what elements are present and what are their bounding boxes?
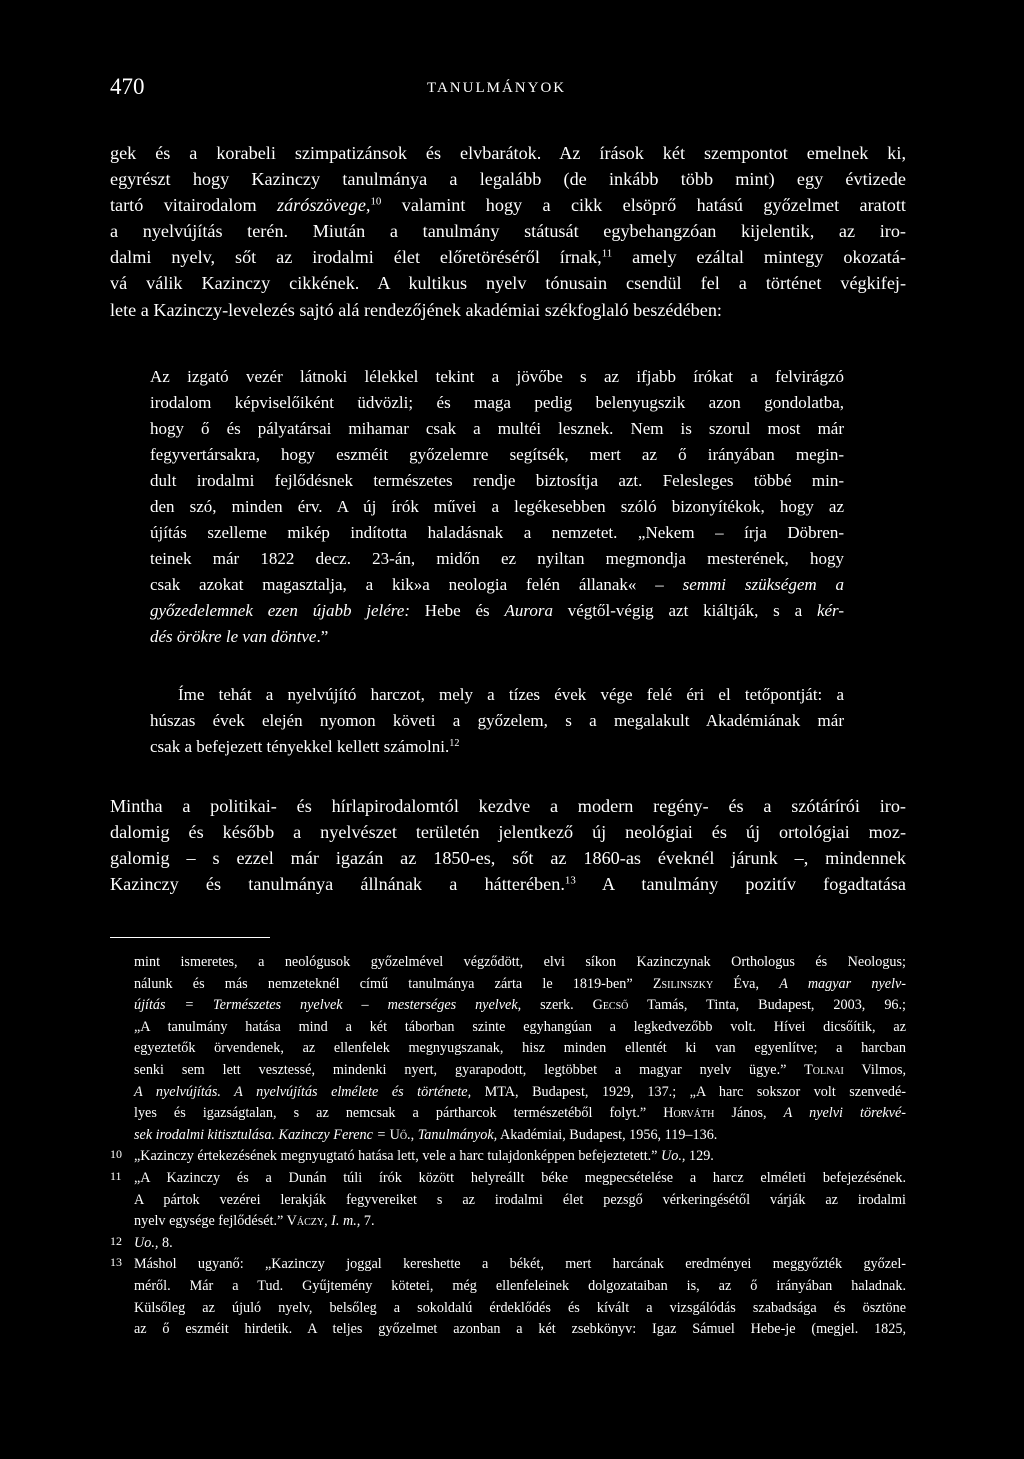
- text-line: dalmi nyelv, sőt az irodalmi élet előretöréséről írnak,$^{11}$ amely ezáltal mintegy okozatá-: [110, 247, 906, 268]
- footnotes: [110, 952, 906, 1341]
- text-line: lete a Kazinczy-levelezés sajtó alá rendezőjének akadémiai székfoglaló beszédében:: [110, 299, 722, 320]
- footnote-line: nyelv egysége fejlődését.” Váczy, I. m., 7.: [134, 1213, 375, 1230]
- block-quote-1: [150, 364, 844, 650]
- footnote-line: újítás = Természetes nyelvek – mesterséges nyelvek, szerk. Gecső Tamás, Tinta, Budapest, 2003, 96.;: [134, 997, 906, 1014]
- quote-line: csak a befejezett tényekkel kellett számolni.$^{12}$: [150, 737, 460, 756]
- footnote-line: mint ismeretes, a neológusok győzelmével végződött, elvi síkon Kazinczynak Orthologus és Neologus;: [134, 954, 906, 970]
- footnote-line: lyes és igazságtalan, s az nemcsak a pártharcok természetéből folyt.” Horváth János, A nyelvi törekvé-: [134, 1105, 906, 1122]
- text-line: gek és a korabeli szimpatizánsok és elvbarátok. Az írások két szempontot emelnek ki,: [110, 143, 906, 163]
- footnote-line: A nyelvújítás. A nyelvújítás elmélete és története, MTA, Budapest, 1929, 137.; „A harc sokszor volt szenvedé-: [134, 1083, 906, 1100]
- quote-line: újítás szelleme mikép indította haladásnak a nemzetet. „Nekem – írja Döbren-: [150, 523, 844, 542]
- text-line: Kazinczy és tanulmánya állnának a hátterében.$^{13}$ A tanulmány pozitív fogadtatása: [110, 874, 906, 895]
- quote-line: dés örökre le van döntve.”: [150, 627, 329, 646]
- text-line: dalomig és később a nyelvészet területén jelentkező új neológiai és új ortológiai moz-: [110, 822, 906, 843]
- text-line: egyrészt hogy Kazinczy tanulmánya a legalább (de inkább több mint) egy évtizede: [110, 169, 906, 190]
- footnote-continuation: [110, 952, 906, 1146]
- text-line: galomig – s ezzel már igazán az 1850-es, sőt az 1860-as éveknél járunk –, mindennek: [110, 848, 906, 869]
- footnote-line: Külsőleg az újuló nyelv, belsőleg a sokoldalú érdeklődés és kívált a vizsgálódás szabadsága és ösztöne: [134, 1299, 906, 1316]
- footnote-ref-12: 12: [449, 737, 460, 749]
- paragraph-2: [110, 793, 906, 897]
- quote-line: csak azokat magasztalja, a kik»a neologia felén állanak« – semmi szükségem a: [150, 575, 844, 594]
- quote-line: hogy ő és pályatársai mihamar csak a multéi lesznek. Nem is szorul most már: [150, 419, 844, 438]
- footnote-ref-13: 13: [564, 874, 576, 887]
- quote-line: fegyvertársakra, hogy eszméit győzelemre segítsék, mert az ő irányában megin-: [150, 445, 844, 464]
- footnote-line: „A tanulmány hatása mind a két táborban szinte egyhangúan a legkedvezőbb volt. Hívei dicsőítik, az: [134, 1018, 906, 1035]
- quote-line: teinek már 1822 decz. 23-án, midőn ez nyiltan megmondja mesterének, hogy: [150, 549, 844, 568]
- footnote-number: 10: [110, 1147, 122, 1162]
- block-quote-2: [150, 682, 844, 760]
- footnote-number: 13: [110, 1255, 122, 1270]
- footnote-11: [110, 1168, 906, 1233]
- footnote-ref-10: 10: [370, 195, 382, 208]
- text-line: a nyelvújítás terén. Miután a tanulmány státusát egybehangzóan kijelentik, az iro-: [110, 221, 906, 242]
- quote-line: húszas évek elején nyomon követi a győzelem, s a megalakult Akadémiának már: [150, 711, 844, 730]
- footnote-10: [110, 1146, 906, 1168]
- running-head: TANULMÁNYOK: [427, 80, 567, 96]
- footnote-line: Máshol ugyanő: „Kazinczy joggal kereshette a békét, mert harcának eredményei meggyőzték győzel-: [134, 1256, 906, 1273]
- text-line: vá válik Kazinczy cikkének. A kultikus nyelv tónusain csendül fel a történet végkifej-: [110, 273, 906, 294]
- footnote-line: „A Kazinczy és a Dunán túli írók között helyreállt béke megpecsételése a harcz elméleti befejezésének.: [134, 1169, 906, 1186]
- footnote-line: sek irodalmi kitisztulása. Kazinczy Ferenc = Uő., Tanulmányok, Akadémiai, Budapest, 1956, 119–136.: [134, 1126, 718, 1143]
- quote-line: den szó, minden érv. A új írók művei a legékesebben szóló bizonyítékok, hogy az: [150, 497, 844, 516]
- paragraph-1: [110, 140, 906, 323]
- quote-line: Íme tehát a nyelvújító harczot, mely a tízes évek vége felé éri el tetőpontját: a: [178, 685, 844, 704]
- footnote-line: Uo., 8.: [134, 1234, 173, 1251]
- footnote-12: [110, 1233, 906, 1255]
- footnote-line: „Kazinczy értekezésének megnyugtató hatása lett, vele a harc tulajdonképpen befejeztetett.” Uo., 129.: [134, 1148, 714, 1165]
- footnote-13: [110, 1254, 906, 1340]
- page-number: 470: [110, 74, 145, 99]
- footnote-line: A pártok vezérei lerakják fegyvereiket s az irodalmi élet pezsgő vérkeringésétől várják az irodalmi: [134, 1191, 906, 1208]
- footnote-line: egyeztetők örvendenek, az ellenfelek megnyugszanak, hisz minden ellentét ki van egyenlítve; a harcban: [134, 1040, 906, 1057]
- footnote-line: nálunk és más nemzeteknél című tanulmánya zárta le 1819-ben” Zsilinszky Éva, A magyar nyelv-: [134, 975, 906, 992]
- footnote-line: senki sem lett vesztessé, mindenki nyert, gyarapodott, legtöbbet a magyar nyelv ügye.” Tolnai Vilmos,: [134, 1061, 907, 1078]
- footnote-line: az ő eszméit hirdetik. A teljes győzelmet azonban a két zsebkönyv: Igaz Sámuel Hebe-je (megjel. 1825,: [134, 1321, 906, 1338]
- quote-line: Az izgató vezér látnoki lélekkel tekint a jövőbe s az ifjabb írókat a felvirágzó: [150, 367, 844, 386]
- quote-line: irodalom képviselőiként üdvözli; és maga pedig belenyugszik azon gondolatba,: [150, 393, 844, 412]
- footnote-ref-11: 11: [601, 247, 613, 260]
- quote-line: győzedelemnek ezen újabb jelére: Hebe és Aurora végtől-végig azt kiáltják, s a kér-: [150, 601, 844, 620]
- text-line: Mintha a politikai- és hírlapirodalomtól kezdve a modern regény- és a szótárírói iro-: [110, 796, 906, 816]
- footnote-line: méről. Már a Tud. Gyűjtemény kötetei, még ellenfeleinek dolgozataiban is, az ő irányában haladnak.: [134, 1277, 906, 1294]
- quote-line: dult irodalmi fejlődésnek természetes rendje biztosítja azt. Felesleges többé min-: [150, 471, 844, 490]
- footnote-number: 12: [110, 1233, 122, 1248]
- footnote-number: 11: [110, 1168, 122, 1183]
- text-line: tartó vitairodalom zárószövege,$^{10}$ valamint hogy a cikk elsöprő hatású győzelmet aratott: [110, 195, 906, 216]
- footnote-rule: [110, 937, 270, 938]
